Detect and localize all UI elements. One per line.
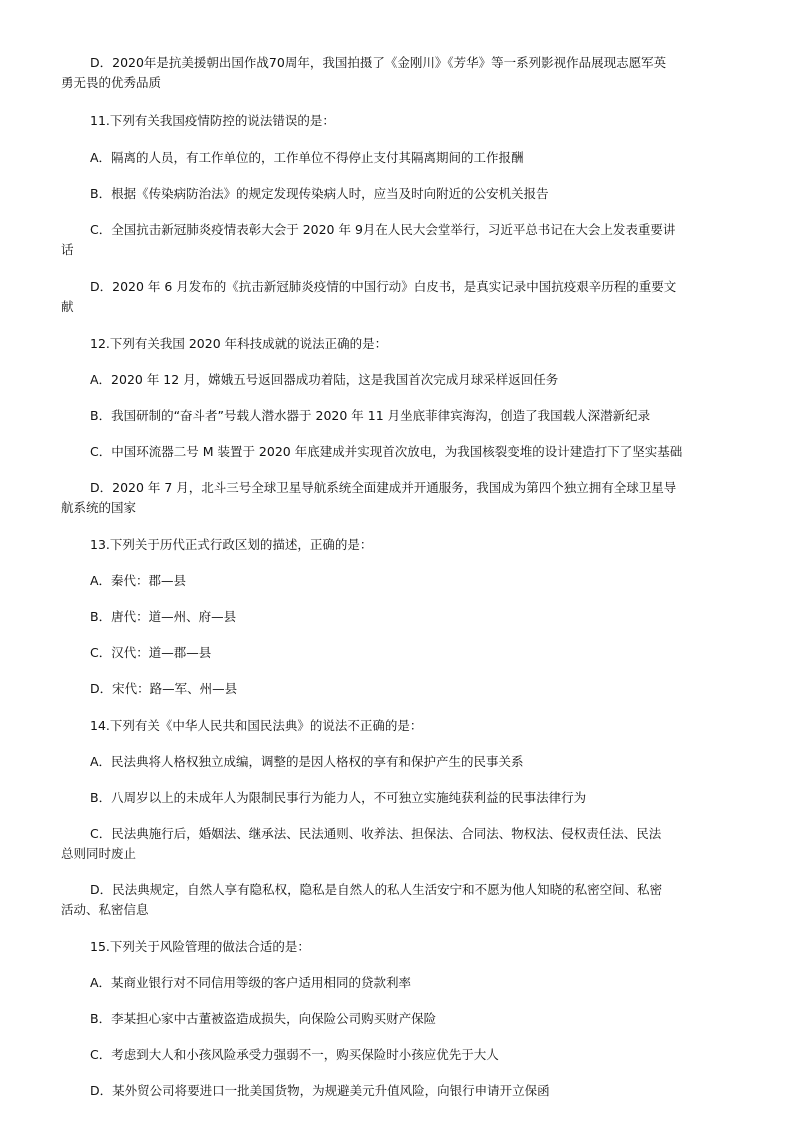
question-stem: 15.下列关于风险管理的做法合适的是：: [90, 939, 310, 954]
option-line: A．2020 年 12 月，嫦娥五号返回器成功着陆，这是我国首次完成月球采样返回任务: [90, 372, 559, 387]
option-line: C．全国抗击新冠肺炎疫情表彰大会于 2020 年 9月在人民大会堂举行，习近平总书记在大会上发表重要讲: [90, 222, 676, 237]
option-line: C．民法典施行后，婚姻法、继承法、民法通则、收养法、担保法、合同法、物权法、侵权责任法、民法: [90, 826, 662, 841]
option-line: A．秦代：郡—县: [90, 573, 187, 588]
option-line: D．民法典规定，自然人享有隐私权，隐私是自然人的私人生活安宁和不愿为他人知晓的私密空间、私密: [90, 882, 663, 897]
option-line: D．宋代：路—军、州—县: [90, 681, 238, 696]
option-line: D．某外贸公司将要进口一批美国货物，为规避美元升值风险，向银行申请开立保函: [90, 1083, 550, 1098]
option-line: A．民法典将人格权独立成编，调整的是因人格权的享有和保护产生的民事关系: [90, 754, 524, 769]
option-line: C．考虑到大人和小孩风险承受力强弱不一，购买保险时小孩应优先于大人: [90, 1047, 499, 1062]
question-stem: 12.下列有关我国 2020 年科技成就的说法正确的是：: [90, 336, 388, 351]
option-line: C．汉代：道—郡—县: [90, 645, 212, 660]
option-line: A．某商业银行对不同信用等级的客户适用相同的贷款利率: [90, 975, 412, 990]
question-stem: 14.下列有关《中华人民共和国民法典》的说法不正确的是：: [90, 718, 423, 733]
continuation-line: 总则同时废止: [61, 846, 137, 861]
option-line: D．2020 年 6 月发布的《抗击新冠肺炎疫情的中国行动》白皮书，是真实记录中国抗疫艰辛历程的重要文: [90, 279, 677, 294]
continuation-line: 航系统的国家: [61, 500, 137, 515]
continuation-line: 献: [61, 299, 74, 314]
option-line: B．李某担心家中古董被盗造成损失，向保险公司购买财产保险: [90, 1011, 437, 1026]
question-stem: 11.下列有关我国疫情防控的说法错误的是：: [90, 113, 335, 128]
continuation-line: 活动、私密信息: [61, 902, 149, 917]
option-line: B．根据《传染病防治法》的规定发现传染病人时，应当及时向附近的公安机关报告: [90, 186, 549, 201]
option-line: B．我国研制的“奋斗者”号载人潜水器于 2020 年 11 月坐底菲律宾海沟，创造了我国载人深潜新纪录: [90, 408, 651, 423]
question-stem: 13.下列关于历代正式行政区划的描述，正确的是：: [90, 537, 373, 552]
option-line: A．隔离的人员，有工作单位的，工作单位不得停止支付其隔离期间的工作报酬: [90, 150, 524, 165]
continuation-line: 话: [61, 242, 74, 257]
continuation-line: 勇无畏的优秀品质: [61, 75, 162, 90]
option-line: C．中国环流器二号 M 装置于 2020 年底建成并实现首次放电，为我国核裂变堆的设计建造打下了坚实基础: [90, 444, 683, 459]
option-line: D．2020年是抗美援朝出国作战70周年，我国拍摄了《金刚川》《芳华》等一系列影视作品展现志愿军英: [90, 55, 667, 70]
option-line: B．唐代：道—州、府—县: [90, 609, 237, 624]
option-line: B．八周岁以上的未成年人为限制民事行为能力人，不可独立实施纯获利益的民事法律行为: [90, 790, 587, 805]
option-line: D．2020 年 7 月，北斗三号全球卫星导航系统全面建成并开通服务，我国成为第四个独立拥有全球卫星导: [90, 480, 677, 495]
